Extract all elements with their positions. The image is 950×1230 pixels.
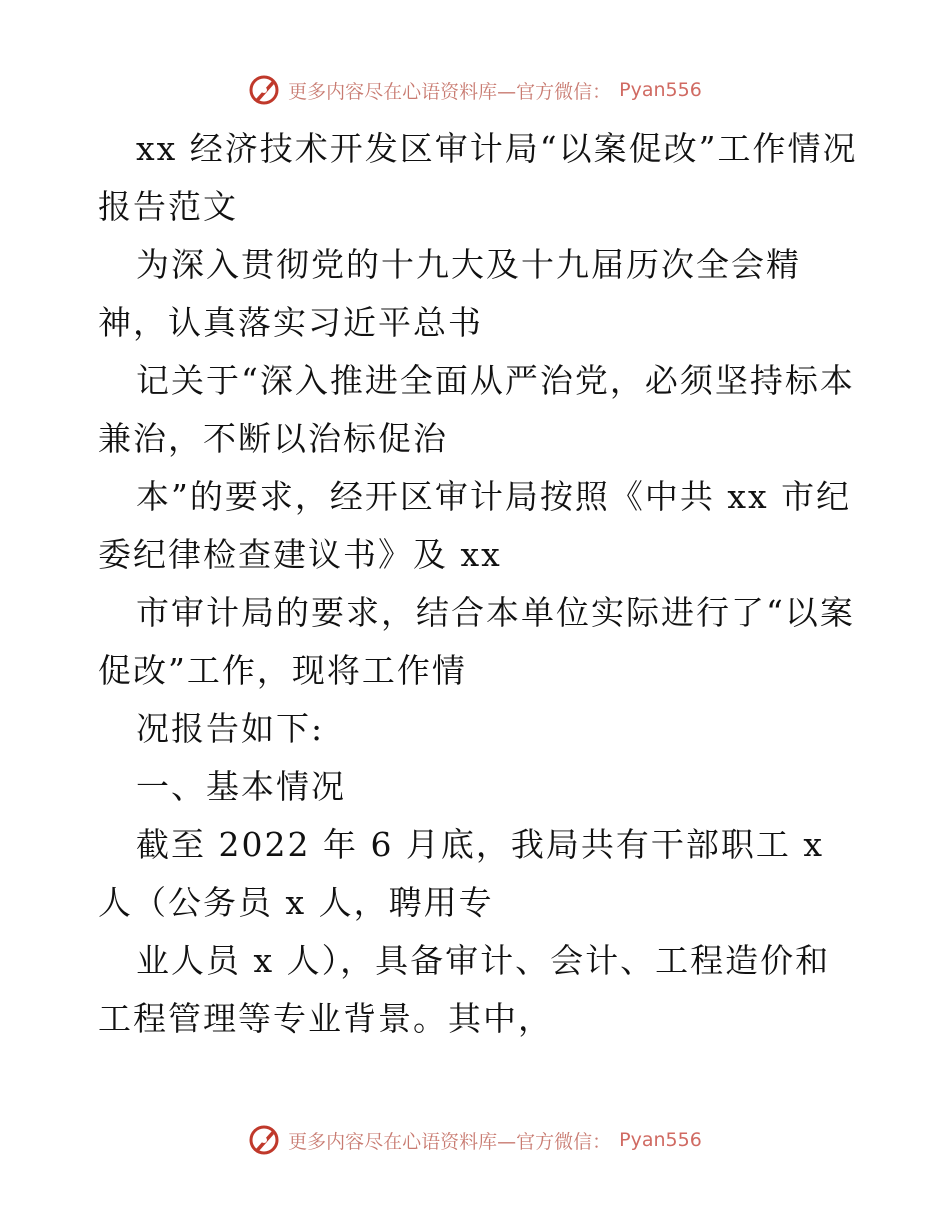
document-title: xx 经济技术开发区审计局“以案促改”工作情况报告范文	[98, 129, 858, 226]
paragraph: 业人员 x 人），具备审计、会计、工程造价和工程管理等专业背景。其中，	[98, 941, 831, 1038]
paragraph: 本”的要求，经开区审计局按照《中共 xx 市纪委纪律检查建议书》及 xx	[98, 477, 852, 574]
paragraph: 截至 2022 年 6 月底，我局共有干部职工 x 人（公务员 x 人，聘用专	[98, 825, 825, 922]
quill-pen-logo-icon	[248, 74, 280, 106]
paragraph: 市审计局的要求，结合本单位实际进行了“以案促改”工作，现将工作情	[98, 593, 855, 690]
footer-watermark	[0, 1120, 950, 1160]
paragraph: 记关于“深入推进全面从严治党，必须坚持标本兼治，不断以治标促治	[98, 361, 855, 458]
header-watermark	[0, 70, 950, 110]
watermark-text: 更多内容尽在心语资料库—官方微信：	[288, 1130, 612, 1153]
paragraph: 为深入贯彻党的十九大及十九届历次全会精神，认真落实习近平总书	[98, 245, 801, 342]
watermark-wechat-id: Pyan556	[619, 1129, 702, 1151]
watermark-wechat-id: Pyan556	[619, 79, 702, 101]
section-heading: 一、基本情况	[136, 767, 346, 806]
watermark-text: 更多内容尽在心语资料库—官方微信：	[288, 80, 612, 103]
quill-pen-logo-icon	[248, 1124, 280, 1156]
paragraph: 况报告如下:	[136, 709, 325, 748]
document-body	[98, 120, 858, 1048]
